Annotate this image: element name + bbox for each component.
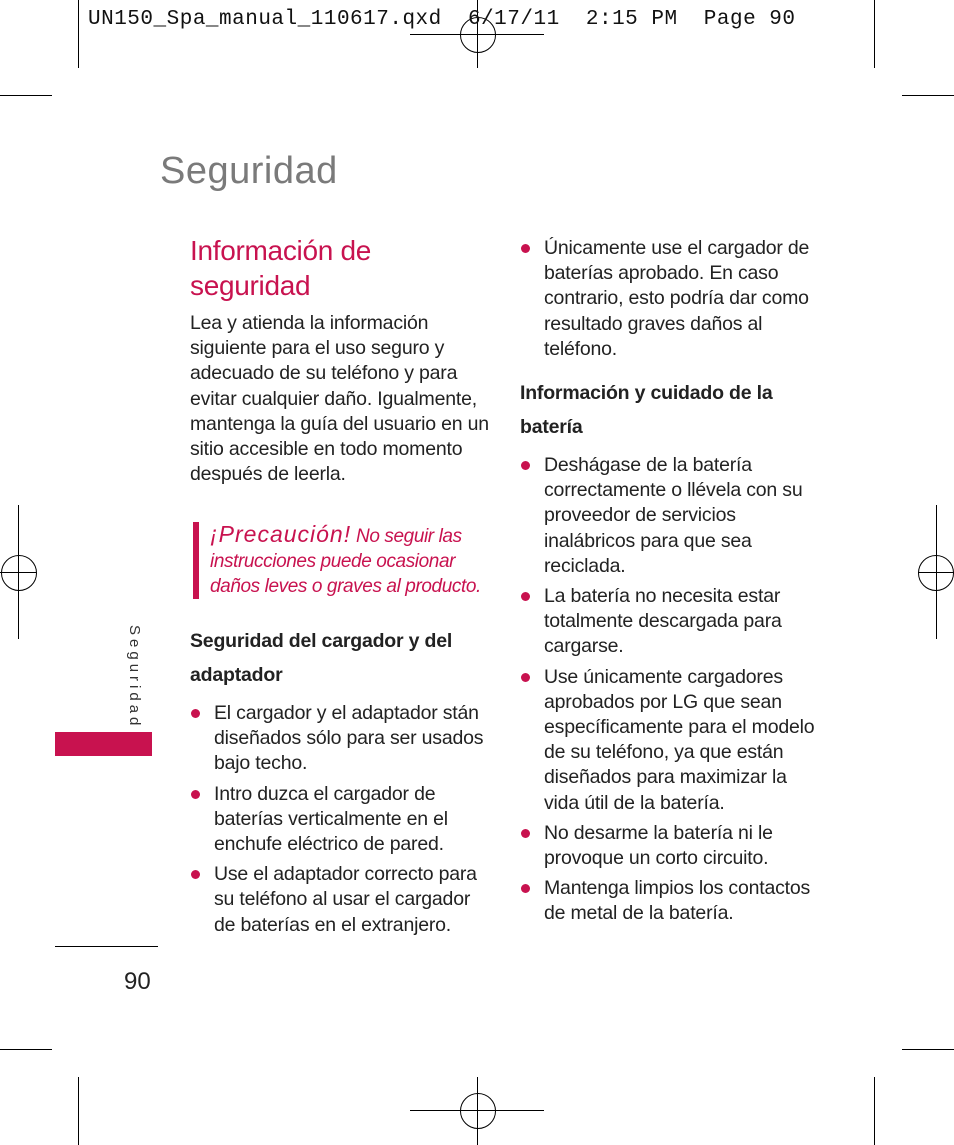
bullet-icon: [521, 884, 530, 893]
registration-circle: [918, 555, 954, 591]
caution-label: ¡Precaución!: [210, 521, 352, 547]
crop-mark: [874, 1077, 875, 1145]
bullet-icon: [521, 592, 530, 601]
crop-mark: [902, 1049, 954, 1050]
bullet-icon: [191, 709, 200, 718]
list-item: Únicamente use el cargador de baterías aprobado. En caso contrario, esto podría dar como resultado graves daños al teléfono.: [520, 236, 820, 362]
crop-mark: [874, 0, 875, 68]
list-item: Use únicamente cargadores aprobados por LG que sean específicamente para el modelo de su teléfono, ya que están diseñados para maximizar la vida útil de la batería.: [520, 665, 820, 816]
list-item: La batería no necesita estar totalmente descargada para cargarse.: [520, 584, 820, 660]
crop-mark: [78, 1077, 79, 1145]
section-title: Información de seguridad: [190, 235, 372, 301]
list-item: El cargador y el adaptador stán diseñados sólo para ser usados bajo techo.: [190, 701, 490, 777]
caution-text: No seguir las instrucciones puede ocasionar daños leves o graves al producto.: [210, 526, 481, 597]
charger-list: [190, 701, 490, 938]
bullet-icon: [521, 461, 530, 470]
file-slug: UN150_Spa_manual_110617.qxd 6/17/11 2:15 PM Page 90: [88, 8, 796, 31]
side-tab-bar: [55, 732, 152, 756]
list-item: Use el adaptador correcto para su teléfono al usar el cargador de baterías en el extranjero.: [190, 862, 490, 938]
bullet-icon: [521, 829, 530, 838]
charger-note-list: [520, 236, 820, 362]
registration-circle: [460, 1093, 496, 1129]
bullet-icon: [191, 870, 200, 879]
crop-mark: [78, 0, 79, 68]
page-title: Seguridad: [160, 150, 338, 192]
side-tab-label: Seguridad: [126, 625, 143, 730]
crop-mark: [0, 1049, 52, 1050]
list-item: Mantenga limpios los contactos de metal de la batería.: [520, 876, 820, 926]
bullet-icon: [191, 790, 200, 799]
column-two: [520, 236, 820, 932]
bullet-icon: [521, 673, 530, 682]
charger-section: [190, 624, 490, 943]
bullet-icon: [521, 244, 530, 253]
crop-mark: [0, 95, 52, 96]
battery-list: [520, 453, 820, 927]
caution-note: [193, 522, 500, 599]
charger-heading: Seguridad del cargador y del adaptador: [190, 630, 453, 686]
crop-mark: [902, 95, 954, 96]
list-item: Deshágase de la batería correctamente o llévela con su proveedor de servicios inalábricos para que sea reciclada.: [520, 453, 820, 579]
registration-circle: [1, 555, 37, 591]
page-number-rule: [55, 946, 158, 947]
intro-paragraph: Lea y atienda la información siguiente para el uso seguro y adecuado de su teléfono y para evitar cualquier daño. Igualmente, mantenga la guía del usuario en un sitio accesible en todo momento después de leerla.: [190, 312, 489, 486]
list-item: No desarme la batería ni le provoque un corto circuito.: [520, 821, 820, 871]
battery-heading: Información y cuidado de la batería: [520, 382, 773, 439]
page-number: 90: [124, 968, 151, 995]
list-item: Intro duzca el cargador de baterías verticalmente en el enchufe eléctrico de pared.: [190, 782, 490, 858]
